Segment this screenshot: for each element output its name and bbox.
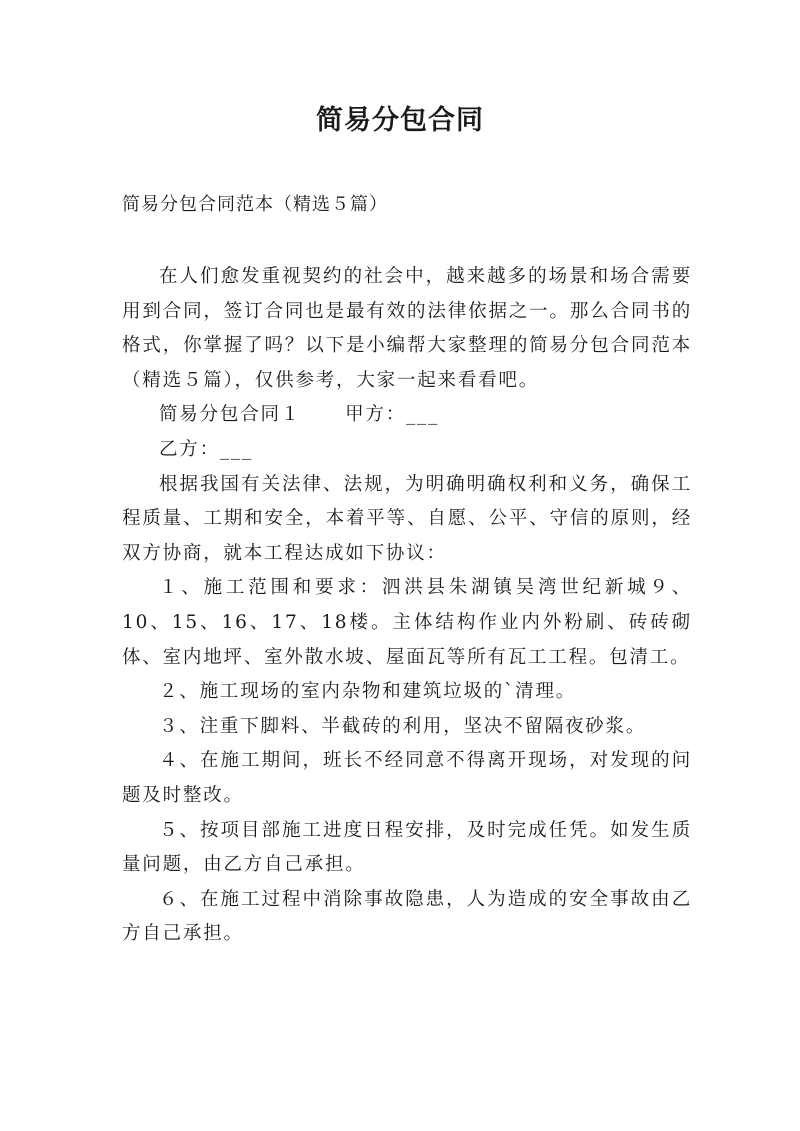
intro-paragraph: 在人们愈发重视契约的社会中，越来越多的场景和场合需要用到合同，签订合同也是最有效的法律依据之一。那么合同书的格式，你掌握了吗？以下是小编帮大家整理的简易分包合同范本（精选５篇），仅供参考，大家一起来看看吧。: [122, 266, 692, 391]
clause-5: ５、按项目部施工进度日程安排，及时完成任凭。如发生质量问题，由乙方自己承担。: [122, 819, 692, 876]
document-body: [122, 260, 692, 952]
document-title: 简易分包合同: [316, 105, 484, 136]
contract-heading-row: [122, 398, 692, 433]
document-subtitle: 简易分包合同范本（精选５篇）: [122, 194, 388, 215]
clause-2: ２、施工现场的室内杂物和建筑垃圾的`清理。: [159, 681, 577, 703]
clause-1: １、施工范围和要求：泗洪县朱湖镇吴湾世纪新城９、10、15、16、17、18楼。主体结构作业内外粉刷、砖砖砌体、室内地坪、室外散水坡、屋面瓦等所有瓦工工程。包清工。: [122, 577, 692, 668]
clause-4: ４、在施工期间，班长不经同意不得离开现场，对发现的问题及时整改。: [122, 750, 692, 806]
preamble-paragraph: 根据我国有关法律、法规，为明确明确权利和义务，确保工程质量、工期和安全，本着平等、自愿、公平、守信的原则，经双方协商，就本工程达成如下协议：: [122, 473, 692, 564]
party-a: 甲方：___: [345, 404, 440, 426]
clause-6: ６、在施工过程中消除事故隐患，人为造成的安全事故由乙方自己承担。: [122, 888, 692, 945]
party-b: 乙方：___: [159, 438, 254, 460]
clause-3: ３、注重下脚料、半截砖的利用，坚决不留隔夜砂浆。: [159, 715, 647, 737]
contract-heading: 简易分包合同１: [159, 404, 302, 426]
